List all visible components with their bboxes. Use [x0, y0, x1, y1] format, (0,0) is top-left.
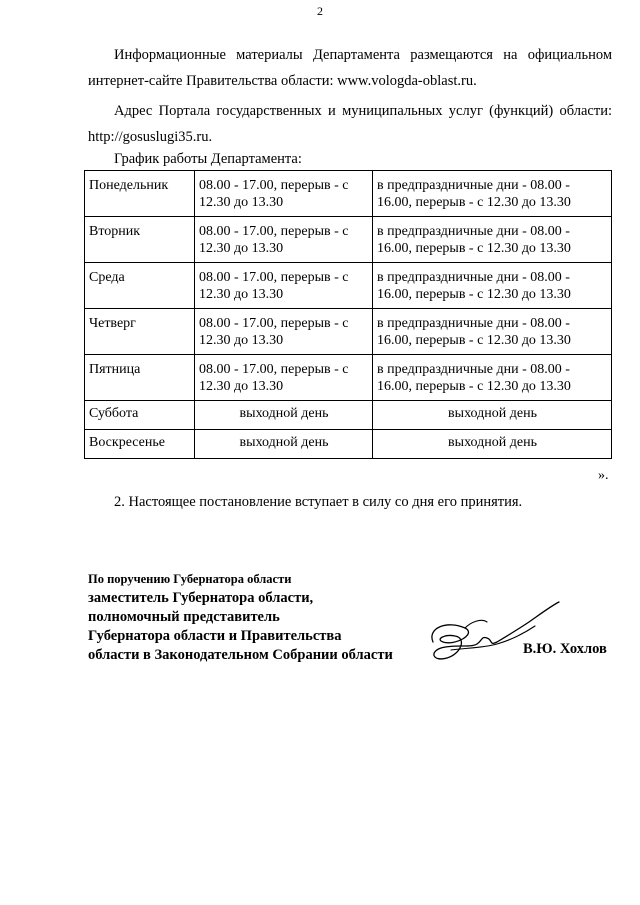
clause-2: 2. Настоящее постановление вступает в силу со дня его принятия. [114, 494, 523, 510]
signatory-line: Губернатора области и Правительства [88, 628, 342, 644]
pre-holiday-cell: в предпраздничные дни - 08.00 - 16.00, перерыв - с 12.30 до 13.30 [373, 263, 612, 309]
table-row [85, 355, 612, 401]
hours-cell: 08.00 - 17.00, перерыв - с 12.30 до 13.30 [195, 171, 373, 217]
signatory-line: По поручению Губернатора области [88, 572, 292, 586]
page-number: 2 [317, 4, 323, 18]
hours-cell: выходной день [195, 401, 373, 430]
table-row [85, 217, 612, 263]
pre-holiday-cell: выходной день [373, 401, 612, 430]
signatory-line: области в Законодательном Собрании области [88, 647, 393, 663]
hours-cell: 08.00 - 17.00, перерыв - с 12.30 до 13.30 [195, 355, 373, 401]
day-cell: Пятница [85, 355, 195, 401]
day-cell: Понедельник [85, 171, 195, 217]
table-row [85, 401, 612, 430]
schedule-table [84, 170, 612, 459]
pre-holiday-cell: выходной день [373, 430, 612, 459]
signatory-title [88, 570, 393, 665]
day-cell: Суббота [85, 401, 195, 430]
signatory-line: заместитель Губернатора области, [88, 590, 314, 606]
closing-quote: ». [598, 468, 609, 483]
day-cell: Вторник [85, 217, 195, 263]
info-paragraph: Информационные материалы Департамента размещаются на официальном интернет-сайте Правительства области: www.vologda-oblast.ru. [88, 47, 612, 89]
table-row [85, 171, 612, 217]
pre-holiday-cell: в предпраздничные дни - 08.00 - 16.00, перерыв - с 12.30 до 13.30 [373, 171, 612, 217]
pre-holiday-cell: в предпраздничные дни - 08.00 - 16.00, перерыв - с 12.30 до 13.30 [373, 217, 612, 263]
hours-cell: 08.00 - 17.00, перерыв - с 12.30 до 13.30 [195, 263, 373, 309]
hours-cell: 08.00 - 17.00, перерыв - с 12.30 до 13.30 [195, 217, 373, 263]
day-cell: Четверг [85, 309, 195, 355]
table-row [85, 430, 612, 459]
handwritten-signature [425, 598, 565, 676]
pre-holiday-cell: в предпраздничные дни - 08.00 - 16.00, перерыв - с 12.30 до 13.30 [373, 355, 612, 401]
portal-paragraph: Адрес Портала государственных и муниципальных услуг (функций) области: http://gosuslugi35.ru. [88, 103, 612, 145]
table-row [85, 309, 612, 355]
hours-cell: 08.00 - 17.00, перерыв - с 12.30 до 13.30 [195, 309, 373, 355]
schedule-heading: График работы Департамента: [114, 151, 302, 167]
day-cell: Среда [85, 263, 195, 309]
signer-name: В.Ю. Хохлов [523, 641, 607, 657]
hours-cell: выходной день [195, 430, 373, 459]
table-row [85, 263, 612, 309]
signatory-line: полномочный представитель [88, 609, 280, 625]
day-cell: Воскресенье [85, 430, 195, 459]
pre-holiday-cell: в предпраздничные дни - 08.00 - 16.00, перерыв - с 12.30 до 13.30 [373, 309, 612, 355]
